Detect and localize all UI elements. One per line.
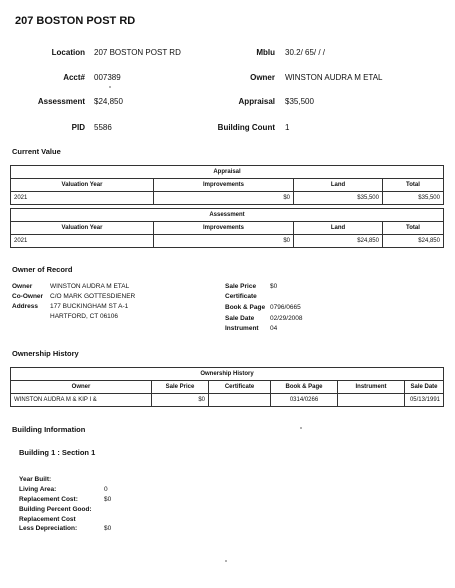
scan-speck: [109, 86, 111, 88]
col-improvements: Improvements: [154, 222, 294, 235]
ownership-history-heading: Ownership History: [12, 349, 79, 358]
sale-price-label: Sale Price: [225, 283, 257, 290]
replacement-cost-value: $0: [104, 496, 112, 503]
cell-total: $35,500: [383, 192, 444, 205]
cell-sale-date: 05/13/1991: [405, 394, 444, 407]
appraisal-label: Appraisal: [238, 97, 275, 106]
record-owner-value: WINSTON AUDRA M ETAL: [50, 283, 130, 290]
assessment-label: Assessment: [37, 97, 85, 106]
certificate-label: Certificate: [225, 293, 257, 300]
living-area-value: 0: [104, 486, 108, 493]
cell-year: 2021: [11, 192, 154, 205]
cell-year: 2021: [11, 235, 154, 248]
pid-label: PID: [71, 123, 85, 132]
ownership-history-caption: Ownership History: [11, 368, 444, 381]
address-line2: HARTFORD, CT 06106: [50, 313, 119, 320]
cell-book-page: 0314/0266: [271, 394, 338, 407]
instrument-label: Instrument: [225, 325, 259, 332]
replacement-cost-less-label-line1: Replacement Cost: [19, 516, 76, 523]
cell-improvements: $0: [154, 235, 294, 248]
col-sale-price: Sale Price: [152, 381, 209, 394]
sale-date-label: Sale Date: [225, 315, 255, 322]
pid-value: 5586: [94, 123, 112, 132]
col-book-page: Book & Page: [271, 381, 338, 394]
address-label: Address: [12, 303, 39, 310]
col-valuation-year: Valuation Year: [11, 222, 154, 235]
record-owner-label: Owner: [12, 283, 33, 290]
replacement-cost-less-value: $0: [104, 525, 112, 532]
col-land: Land: [294, 222, 383, 235]
current-value-heading: Current Value: [12, 147, 61, 156]
table-row: [11, 394, 444, 407]
owner-of-record-heading: Owner of Record: [12, 265, 73, 274]
mblu-label: Mblu: [256, 48, 275, 57]
location-value: 207 BOSTON POST RD: [94, 48, 181, 57]
col-sale-date: Sale Date: [405, 381, 444, 394]
building-info-heading: Building Information: [12, 425, 86, 434]
coowner-value: C/O MARK GOTTESDIENER: [50, 293, 136, 300]
book-page-value: 0796/0665: [270, 304, 301, 311]
cell-instrument: [338, 394, 405, 407]
col-valuation-year: Valuation Year: [11, 179, 154, 192]
appraisal-table: [10, 165, 444, 205]
table-row: [11, 235, 444, 248]
col-certificate: Certificate: [209, 381, 271, 394]
cell-sale-price: $0: [152, 394, 209, 407]
col-land: Land: [294, 179, 383, 192]
col-total: Total: [383, 222, 444, 235]
cell-land: $24,850: [294, 235, 383, 248]
col-improvements: Improvements: [154, 179, 294, 192]
table-row: [11, 192, 444, 205]
living-area-label: Living Area:: [19, 486, 57, 493]
scan-speck: [225, 560, 227, 562]
replacement-cost-label: Replacement Cost:: [19, 496, 78, 503]
building-count-label: Building Count: [217, 123, 275, 132]
assessment-table: [10, 208, 444, 248]
sale-date-value: 02/29/2008: [270, 315, 303, 322]
cell-owner: WINSTON AUDRA M & KIP I &: [11, 394, 152, 407]
sale-price-value: $0: [270, 283, 278, 290]
book-page-label: Book & Page: [225, 304, 266, 311]
location-label: Location: [51, 48, 85, 57]
address-line1: 177 BUCKINGHAM ST A-1: [50, 303, 129, 310]
col-total: Total: [383, 179, 444, 192]
col-instrument: Instrument: [338, 381, 405, 394]
acct-value: 007389: [94, 73, 121, 82]
owner-value: WINSTON AUDRA M ETAL: [285, 73, 383, 82]
cell-improvements: $0: [154, 192, 294, 205]
assessment-value: $24,850: [94, 97, 123, 106]
building-subheading: Building 1 : Section 1: [19, 448, 96, 457]
col-owner: Owner: [11, 381, 152, 394]
acct-label: Acct#: [63, 73, 85, 82]
cell-certificate: [209, 394, 271, 407]
assessment-caption: Assessment: [11, 209, 444, 222]
building-percent-good-label: Building Percent Good:: [19, 506, 92, 513]
ownership-history-table: [10, 367, 444, 407]
appraisal-value: $35,500: [285, 97, 314, 106]
owner-label: Owner: [250, 73, 275, 82]
coowner-label: Co-Owner: [12, 293, 44, 300]
year-built-label: Year Built:: [19, 476, 52, 483]
cell-total: $24,850: [383, 235, 444, 248]
mblu-value: 30.2/ 65/ / /: [285, 48, 326, 57]
replacement-cost-less-label-line2: Less Depreciation:: [19, 525, 78, 532]
appraisal-caption: Appraisal: [11, 166, 444, 179]
building-count-value: 1: [285, 123, 290, 132]
instrument-value: 04: [270, 325, 278, 332]
cell-land: $35,500: [294, 192, 383, 205]
scan-speck: [300, 427, 302, 429]
page-title: 207 BOSTON POST RD: [15, 15, 136, 27]
